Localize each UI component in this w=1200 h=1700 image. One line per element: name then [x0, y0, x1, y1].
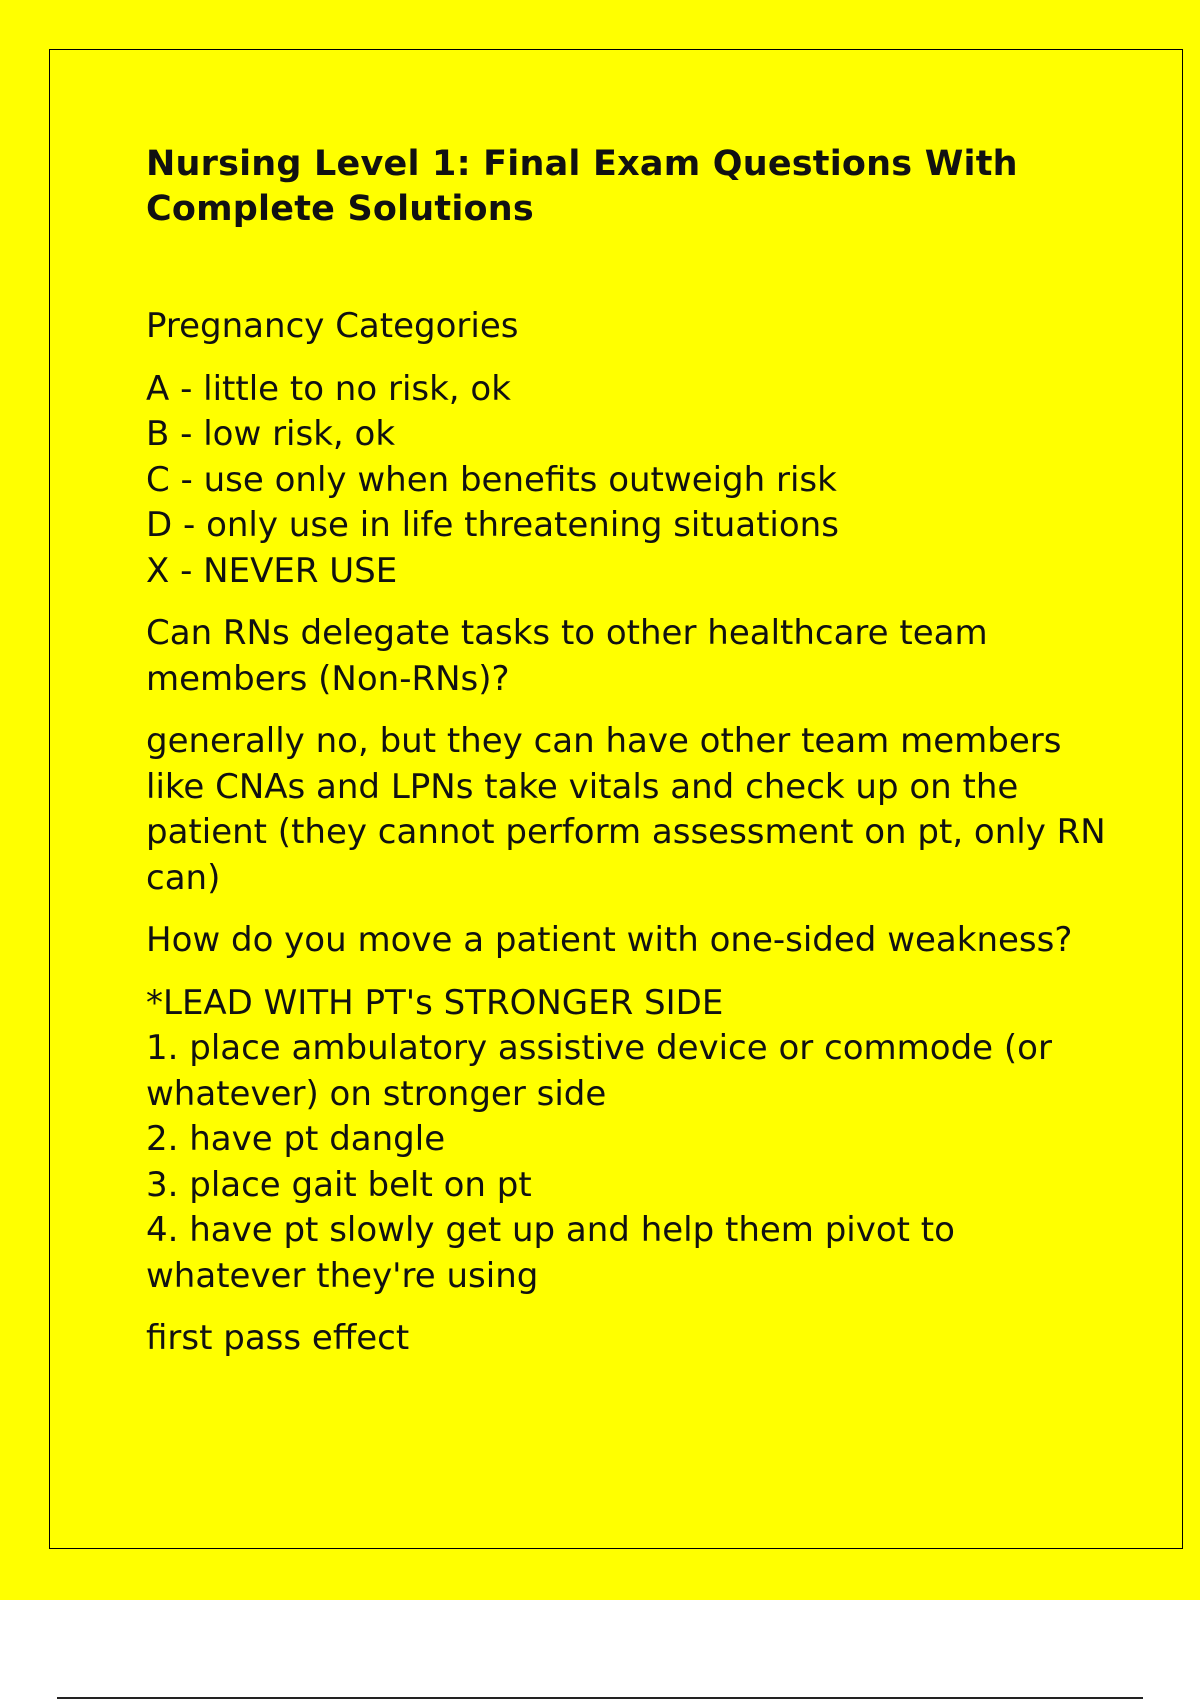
card-1-answer: A - little to no risk, ok B - low risk, ok C - use only when benefits outweigh risk D - only use in life threatening situations X - NEVER USE	[146, 368, 839, 591]
card-2-question: Can RNs delegate tasks to other healthcare team members (Non-RNs)?	[146, 613, 988, 699]
card-4-question: first pass effect	[146, 1318, 410, 1358]
document-content	[146, 142, 1106, 1362]
card-3-question: How do you move a patient with one-sided weakness?	[146, 920, 1073, 960]
footer-divider	[57, 1697, 1143, 1699]
card-2-answer: generally no, but they can have other team members like CNAs and LPNs take vitals and check up on the patient (they cannot perform assessment on pt, only RN can)	[146, 721, 1106, 898]
card-1-question: Pregnancy Categories	[146, 306, 519, 346]
card-3-answer: *LEAD WITH PT's STRONGER SIDE 1. place ambulatory assistive device or commode (or whatever) on stronger side 2. have pt dangle 3. place gait belt on pt 4. have pt slowly get up and help them pivot to whatever they're using	[146, 982, 1052, 1296]
document-title: Nursing Level 1: Final Exam Questions With Complete Solutions	[146, 144, 1018, 229]
